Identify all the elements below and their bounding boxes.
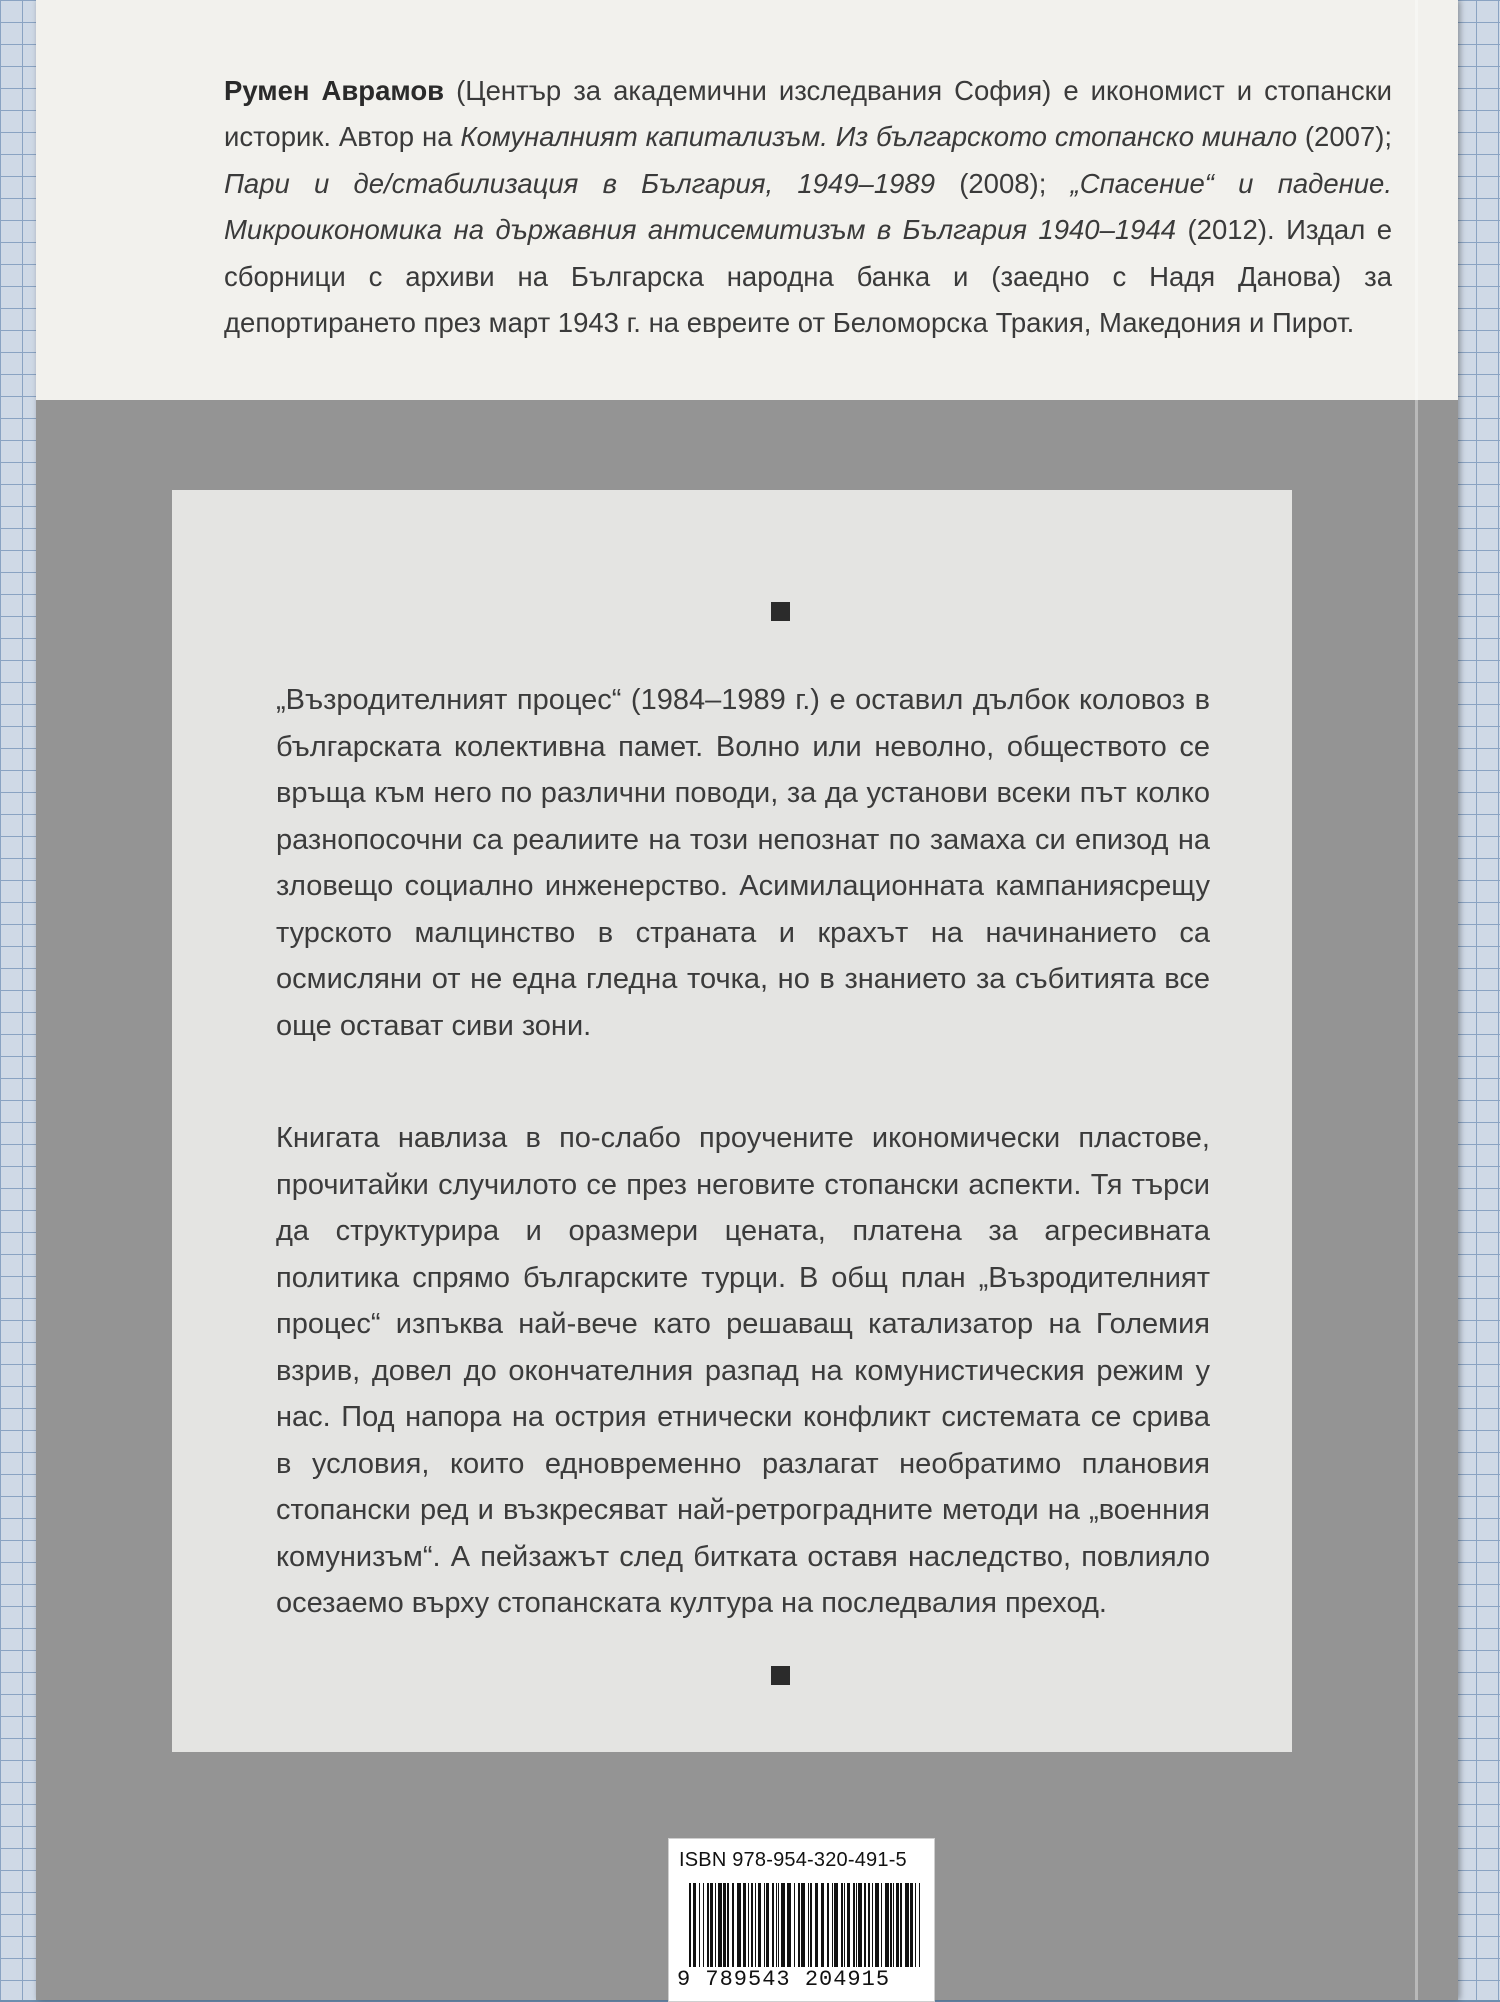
barcode-bar [841,1883,843,1969]
author-bio-segment: „Спасение“ и падение. Микроикономика на държавния антисемитизъм в България 1940–1944 [224,167,1392,245]
bottom-square-ornament [771,1666,790,1685]
barcode-bar [810,1883,812,1969]
description-paragraph-2: Книгата навлиза в по-слабо проучените икономически пластове, прочитайки случилото се през неговите стопански аспекти. Тя търси да структурира и оразмери цената, платена за агресивната политика спрямо българските турци. В общ план „Възродителният процес“ изпъква най-вече като решаващ катализатор на Големия взрив, довел до окончателния разпад на комунистическия режим у нас. Под напора на острия етнически конфликт системата се срива в условия, които едновременно разлагат необратимо плановия стопански ред и възкресяват най-ретроградните методи на „военния комунизъм“. А пейзажът след битката оставя наследство, повлияло осезаемо върху стопанската култура на последвалия преход. [276,1122,1210,1619]
isbn-label: ISBN 978-954-320-491-5 [679,1849,907,1871]
barcode-bar [890,1883,892,1969]
barcode-bar [764,1883,765,1969]
barcode-bar [689,1883,691,1969]
barcode-bar [798,1883,800,1969]
barcode-bar [864,1883,866,1969]
top-square-ornament [771,602,790,621]
barcode-bar [776,1883,777,1969]
barcode-bar [893,1883,894,1969]
barcode-bar [699,1883,700,1969]
barcode-bar [743,1883,746,1969]
barcode-bar [821,1883,824,1969]
barcode-bar [732,1883,734,1969]
author-bio-segment: (2012). Издал е сборници с архиви на Българска народна банка и (заедно с Надя Данова) за депортирането през март 1943 г. на евреите от Беломорска Тракия, Македония и Пирот. [224,214,1392,338]
author-bio-segment: Пари и де/стабилизация в България, 1949–1989 [224,167,935,199]
barcode-bar [868,1883,870,1969]
barcode-bar [872,1883,873,1969]
author-bio-segment: Комуналният капитализъм. Из българското стопанско минало [460,121,1297,152]
barcode-digits: 9 789543 204915 [677,1967,927,1992]
book-back-cover [36,0,1458,2000]
gray-band [36,400,1458,2000]
author-bio-segment: (2008); [935,167,1071,199]
barcode-bar [703,1883,704,1969]
barcode-bar [794,1883,795,1969]
barcode-bar [693,1883,696,1969]
barcode-bar [715,1883,716,1969]
barcode-bar [710,1883,713,1969]
barcode-bar [900,1883,902,1969]
isbn-barcode [668,1838,935,2002]
barcode-bar [853,1883,855,1969]
barcode-bar [885,1883,889,1969]
barcode-bar [875,1883,879,1969]
barcode-bar [896,1883,899,1969]
barcode-bar [832,1883,833,1969]
barcode-bar [781,1883,785,1969]
barcode-bar [751,1883,753,1969]
barcode-bar [748,1883,749,1969]
barcode-bar [772,1883,774,1969]
author-bio [224,68,1392,347]
barcode-bar [723,1883,726,1969]
barcode-bar [827,1883,829,1969]
barcode-bar [766,1883,769,1969]
barcode-bars [689,1883,923,1969]
barcode-bar [737,1883,741,1969]
barcode-bar [834,1883,838,1969]
author-section [36,0,1458,400]
cover-edge [1415,0,1418,2000]
description-paragraph-1: „Възродителният процес“ (1984–1989 г.) е оставил дълбок коловоз в българската колективна памет. Волно или неволно, обществото се връща към него по различни поводи, за да установи всеки път колко разнопосочни са реалиите на този непознат по замаха си епизод на зловещо социално инженерство. Асимилационната кампаниясрещу турското малцинство в страната и крахът на начинанието са осмисляни от не една гледна точка, но в знанието за събитията все още остават сиви зони. [276,684,1210,1042]
barcode-bar [881,1883,882,1969]
barcode-bar [755,1883,756,1969]
barcode-bar [778,1883,779,1969]
barcode-bar [815,1883,818,1969]
author-bio-segment: (2007); [1297,121,1392,152]
author-bio-segment: (Център за академични изследвания София) е икономист и стопански историк. Автор на [224,74,1392,152]
barcode-bar [707,1883,709,1969]
barcode-bar [856,1883,857,1969]
barcode-bar [847,1883,850,1969]
barcode-bar [844,1883,845,1969]
description-panel [172,490,1292,1752]
barcode-bar [758,1883,761,1969]
barcode-bar [915,1883,916,1969]
barcode-bar [801,1883,805,1969]
author-name: Румен Аврамов [224,74,445,106]
barcode-bar [910,1883,913,1969]
barcode-bar [919,1883,920,1969]
graph-paper-right [1454,0,1500,2000]
barcode-bar [787,1883,791,1969]
barcode-bar [905,1883,909,1969]
barcode-bar [727,1883,729,1969]
barcode-bar [808,1883,809,1969]
barcode-bar [718,1883,722,1969]
barcode-bar [858,1883,862,1969]
